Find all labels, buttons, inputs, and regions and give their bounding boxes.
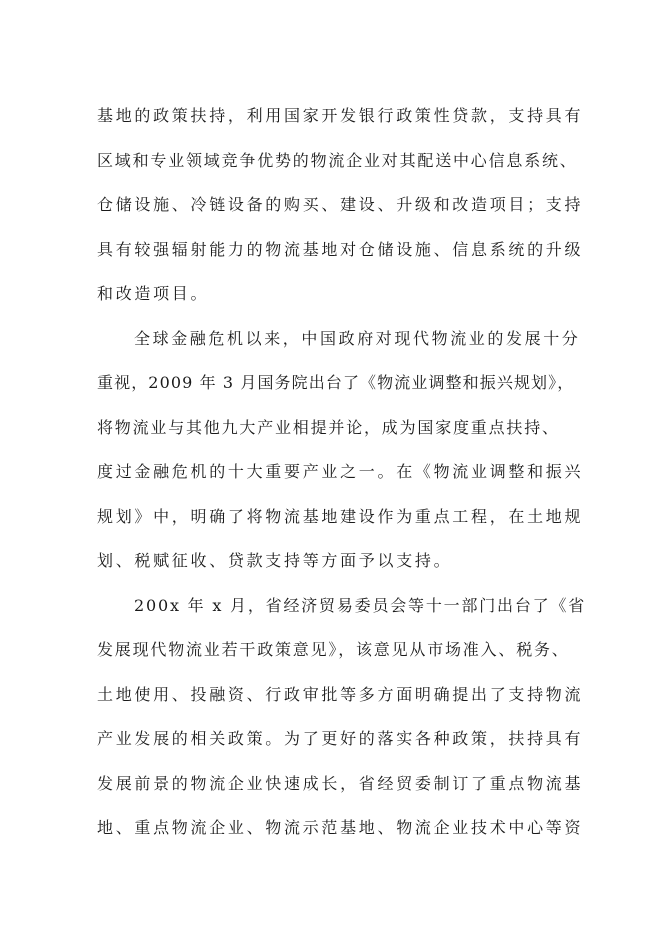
text-line: 规划》中，明确了将物流基地建设作为重点工程，在土地规 <box>97 507 584 526</box>
text-line: 土地使用、投融资、行政审批等多方面明确提出了支持物流 <box>97 685 584 704</box>
text-line: 产业发展的相关政策。为了更好的落实各种政策，扶持具有 <box>97 729 584 748</box>
text-line: 具有较强辐射能力的物流基地对仓储设施、信息系统的升级 <box>97 240 584 259</box>
text-line: 重视，2009 年 3 月国务院出台了《物流业调整和振兴规划》， <box>97 373 575 392</box>
text-line: 发展现代物流业若干政策意见》，该意见从市场准入、税务、 <box>97 640 570 659</box>
text-line: 地、重点物流企业、物流示范基地、物流企业技术中心等资 <box>97 818 584 837</box>
text-line: 仓储设施、冷链设备的购买、建设、升级和改造项目；支持 <box>97 195 584 214</box>
text-line: 度过金融危机的十大重要产业之一。在《物流业调整和振兴 <box>97 462 584 481</box>
text-line: 基地的政策扶持，利用国家开发银行政策性贷款，支持具有 <box>97 106 584 125</box>
text-line: 发展前景的物流企业快速成长，省经贸委制订了重点物流基 <box>97 774 584 793</box>
text-line: 200x 年 x 月，省经济贸易委员会等十一部门出台了《省 <box>134 596 587 615</box>
text-line: 将物流业与其他九大产业相提并论，成为国家度重点扶持、 <box>97 418 560 437</box>
text-line: 和改造项目。 <box>97 284 210 303</box>
text-line: 全球金融危机以来，中国政府对现代物流业的发展十分 <box>134 329 581 348</box>
text-line: 区域和专业领域竞争优势的物流企业对其配送中心信息系统、 <box>97 151 578 170</box>
text-line: 划、税赋征收、贷款支持等方面予以支持。 <box>97 551 453 570</box>
